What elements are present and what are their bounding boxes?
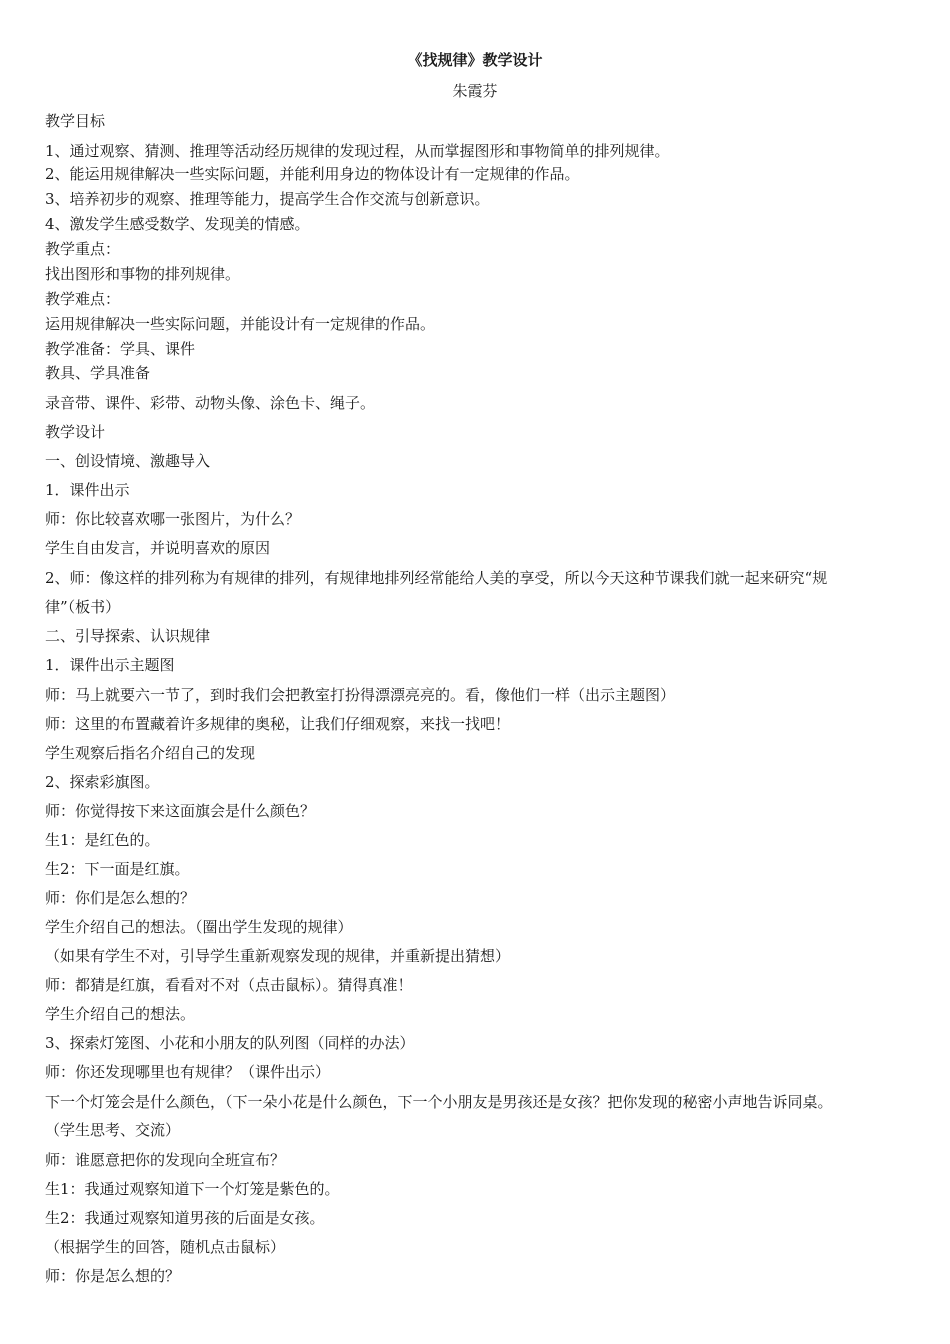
text-line: （学生思考、交流） [45, 1121, 181, 1139]
text-line: 生2：下一面是红旗。 [45, 860, 190, 878]
text-line: 录音带、课件、彩带、动物头像、涂色卡、绳子。 [45, 394, 376, 412]
text-line: 二、引导探索、认识规律 [45, 627, 211, 645]
text-line: 2、探索彩旗图。 [45, 773, 160, 791]
text-line: 下一个灯笼会是什么颜色，（下一朵小花是什么颜色，下一个小朋友是男孩还是女孩？把你发现的秘密小声地告诉同桌。 [45, 1093, 833, 1111]
text-line: 学生介绍自己的想法。（圈出学生发现的规律） [45, 918, 353, 936]
text-line: 一、创设情境、激趣导入 [45, 452, 211, 470]
text-line: 教学重点： [45, 240, 121, 258]
text-line: 学生介绍自己的想法。 [45, 1005, 196, 1023]
text-line: 师：你觉得按下来这面旗会是什么颜色？ [45, 802, 316, 820]
text-line: （如果有学生不对，引导学生重新观察发现的规律，并重新提出猜想） [45, 947, 511, 965]
text-line: 1．课件出示 [45, 481, 130, 499]
text-line: 生1：我通过观察知道下一个灯笼是紫色的。 [45, 1180, 340, 1198]
text-line: 找出图形和事物的排列规律。 [45, 265, 241, 283]
text-line: 3、探索灯笼图、小花和小朋友的队列图（同样的办法） [45, 1034, 415, 1052]
text-line: 1．课件出示主题图 [45, 656, 175, 674]
text-line: 3、培养初步的观察、推理等能力，提高学生合作交流与创新意识。 [45, 190, 490, 208]
text-line: 教学目标 [45, 112, 106, 130]
text-line: 师：你们是怎么想的？ [45, 889, 196, 907]
text-line: 师：马上就要六一节了，到时我们会把教室打扮得漂漂亮亮的。看，像他们一样（出示主题图） [45, 686, 676, 704]
text-line: 教学难点： [45, 290, 121, 308]
text-line: 生1：是红色的。 [45, 831, 160, 849]
text-line: 律”（板书） [45, 598, 121, 616]
text-line: 2、能运用规律解决一些实际问题，并能利用身边的物体设计有一定规律的作品。 [45, 165, 580, 183]
document-title: 《找规律》教学设计 [407, 51, 543, 69]
text-line: 师：你是怎么想的？ [45, 1267, 181, 1285]
document-author: 朱霞芬 [452, 82, 498, 100]
text-line: 师：谁愿意把你的发现向全班宣布？ [45, 1151, 286, 1169]
text-line: 师：你比较喜欢哪一张图片，为什么？ [45, 510, 301, 528]
text-line: 4、激发学生感受数学、发现美的情感。 [45, 215, 310, 233]
text-line: 生2：我通过观察知道男孩的后面是女孩。 [45, 1209, 325, 1227]
text-line: 2、师：像这样的排列称为有规律的排列，有规律地排列经常能给人美的享受，所以今天这种节课我们就一起来研究“规 [45, 569, 828, 587]
text-line: 教学设计 [45, 423, 106, 441]
text-line: 教具、学具准备 [45, 364, 151, 382]
text-line: 运用规律解决一些实际问题，并能设计有一定规律的作品。 [45, 315, 436, 333]
text-line: 师：都猜是红旗，看看对不对（点击鼠标）。猜得真准！ [45, 976, 413, 994]
text-line: 师：你还发现哪里也有规律？（课件出示） [45, 1063, 331, 1081]
text-line: 学生观察后指名介绍自己的发现 [45, 744, 256, 762]
text-line: 教学准备：学具、课件 [45, 340, 196, 358]
text-line: 学生自由发言，并说明喜欢的原因 [45, 539, 271, 557]
text-line: （根据学生的回答，随机点击鼠标） [45, 1238, 286, 1256]
text-line: 师：这里的布置藏着许多规律的奥秘，让我们仔细观察，来找一找吧！ [45, 715, 511, 733]
text-line: 1、通过观察、猜测、推理等活动经历规律的发现过程，从而掌握图形和事物简单的排列规律。 [45, 142, 670, 160]
